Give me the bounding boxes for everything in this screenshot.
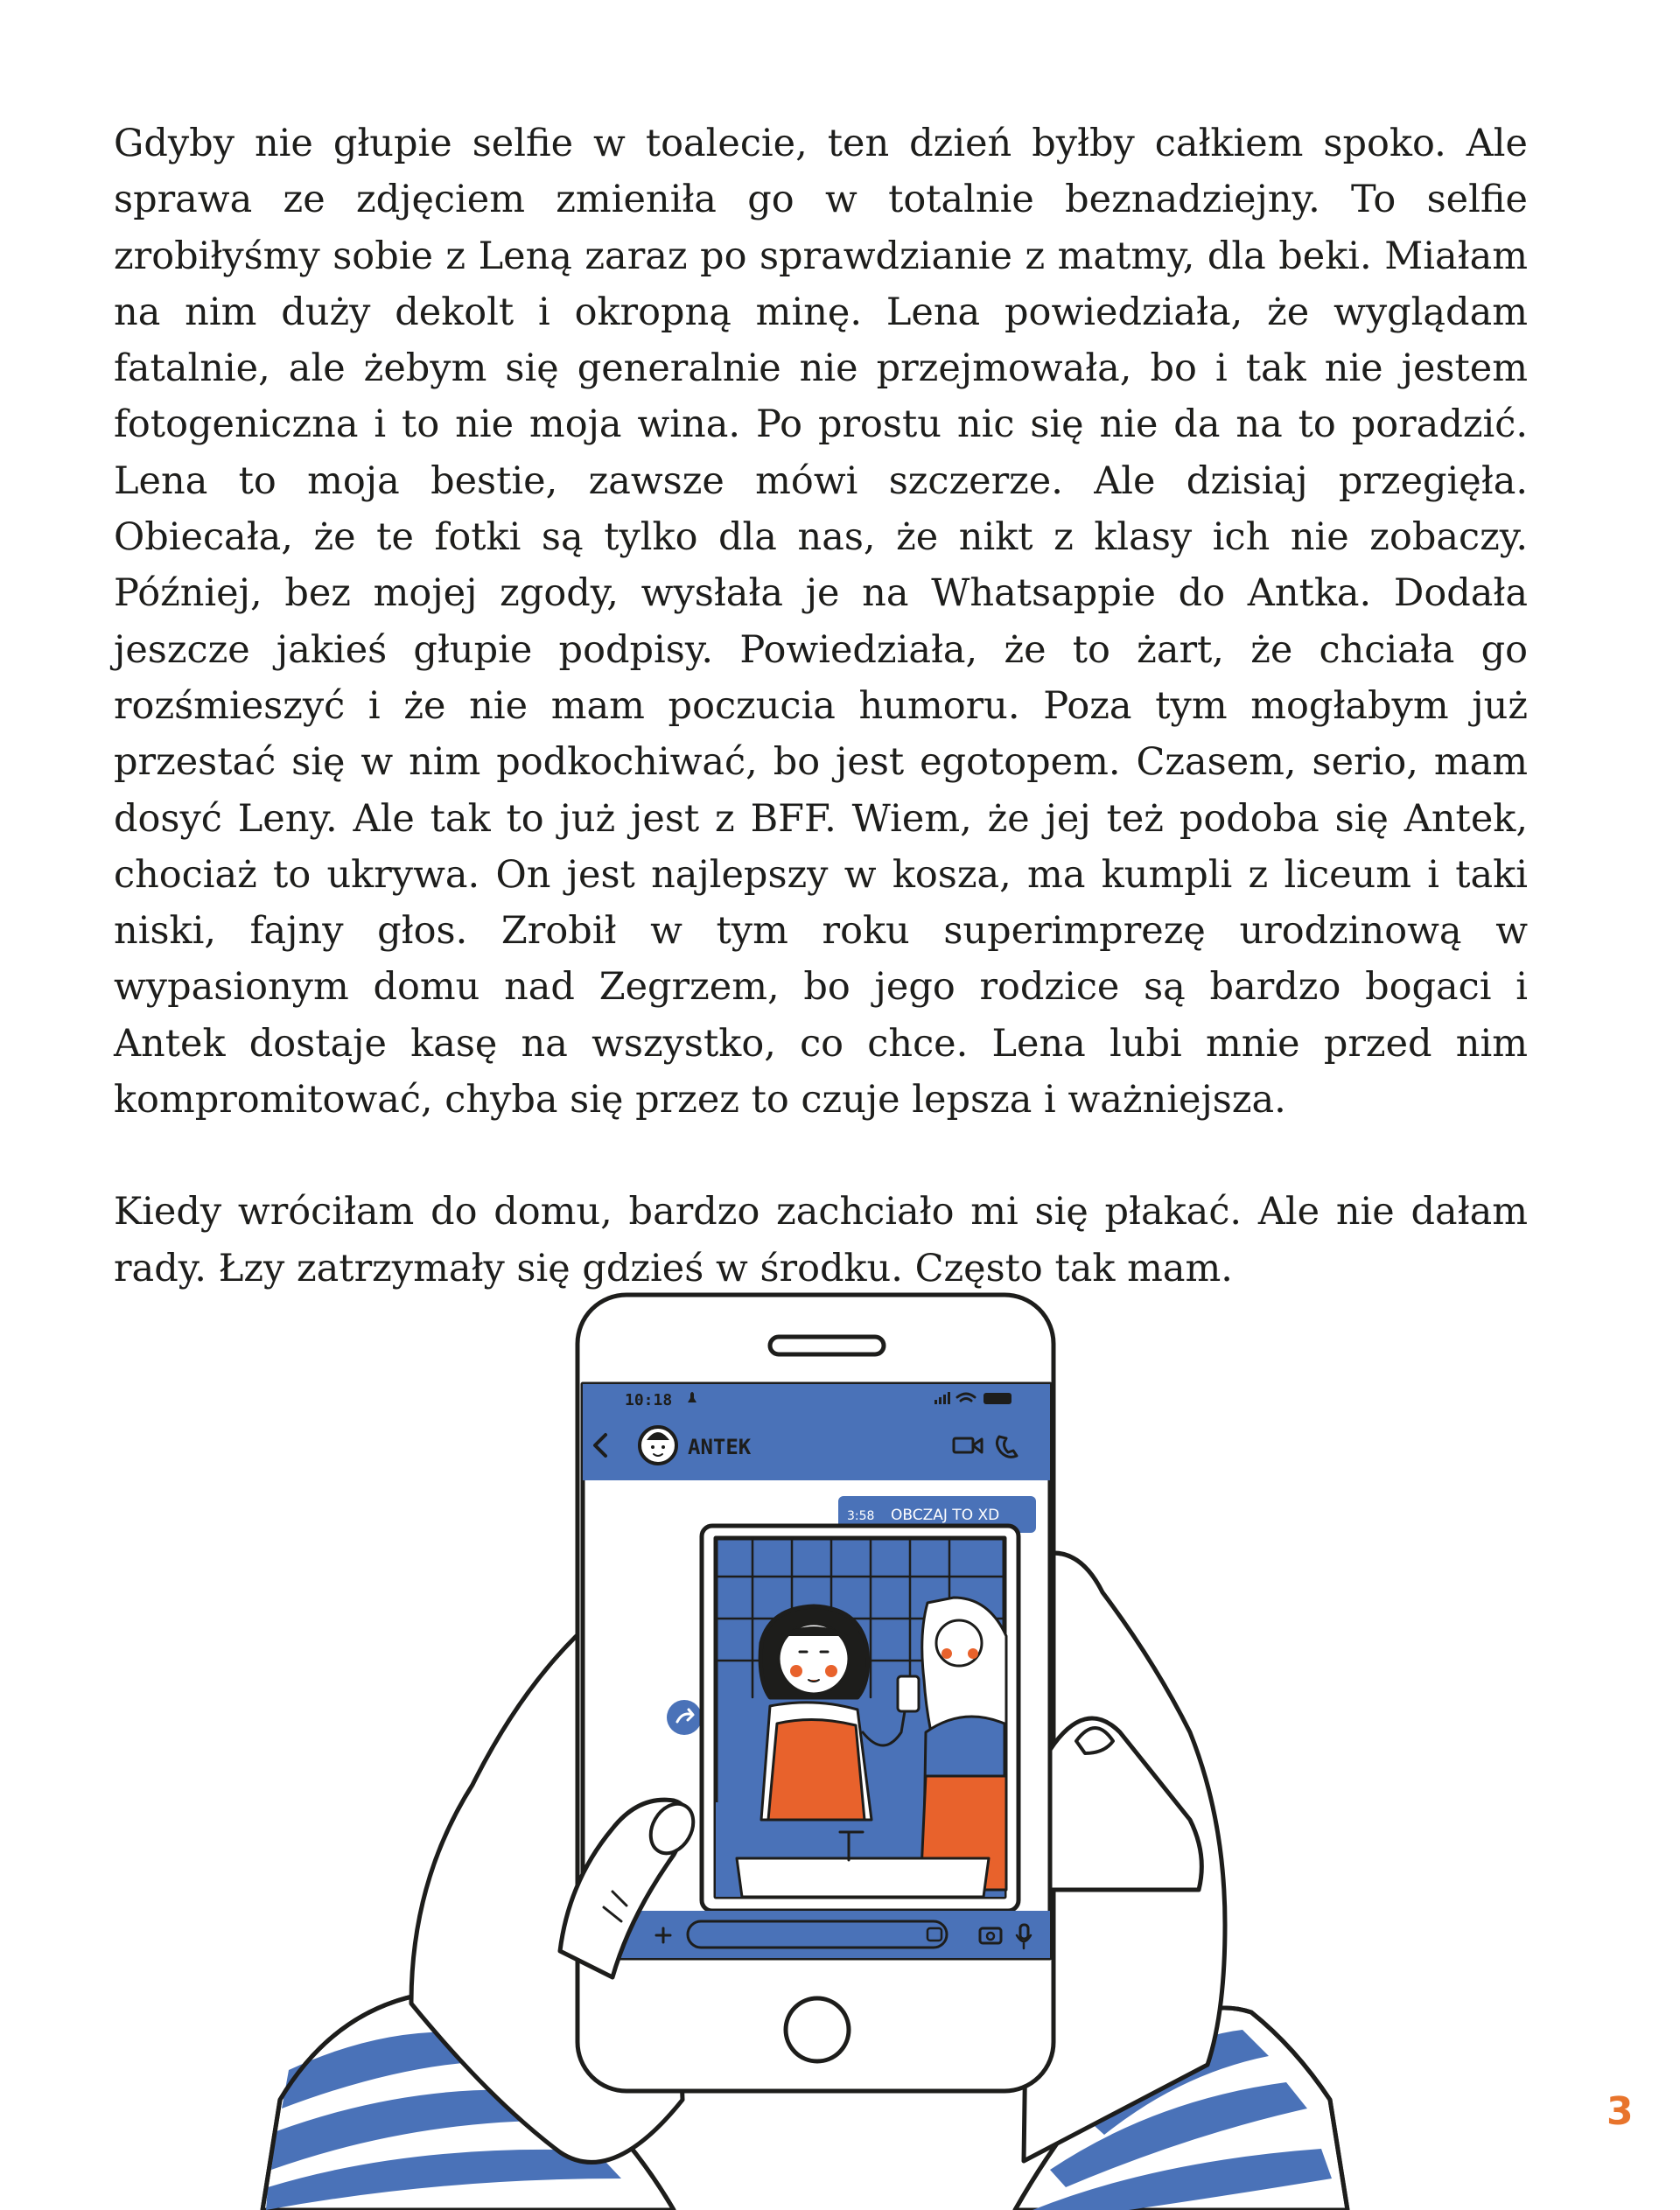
status-time: 10:18 [625,1391,673,1409]
hands-holding-phone-illustration [0,1260,1680,2210]
paragraph-1: Gdyby nie głupie selfie w toalecie, ten dzień byłby całkiem spoko. Ale sprawa ze zdjęciem zmieniła go w totalnie beznadziejny. To selfie zrobiłyśmy sobie z Leną zaraz po sprawdzianie z matmy, dla beki. Miałam na nim duży dekolt i okropną minę. Lena powiedziała, że wyglądam fatalnie, ale żebym się generalnie nie przejmowała, bo i tak nie jestem fotogeniczna i to nie moja wina. Po prostu nic się nie da na to poradzić. Lena to moja bestie, zawsze mówi szczerze. Ale dzisiaj przegięła. Obiecała, że te fotki są tylko dla nas, że nikt z klasy ich nie zobaczy. Później, bez mojej zgody, wysłała je na Whatsappie do Antka. Dodała jeszcze jakieś głupie podpisy. Powiedziała, że to żart, że chciała go rozśmieszyć i że nie mam poczucia humoru. Poza tym mogłabym już przestać się w nim podkochiwać, bo jest egotopem. Czasem, serio, mam dosyć Leny. Ale tak to już jest z BFF. Wiem, że jej też podoba się Antek, chociaż to ukrywa. On jest najlepszy w kosza, ma kumpli z liceum i taki niski, fajny głos. Zrobił w tym roku superimprezę urodzinową w wypasionym domu nad Zegrzem, bo jego rodzice są bardzo bogaci i Antek dostaje kasę na wszystko, co chce. Lena lubi mnie przed nim kompromitować, chyba się przez to czuje lepsza i ważniejsza. [114,122,1528,1122]
message-text: OBCZAJ TO XD [891,1507,1000,1524]
message-time: 3:58 [847,1509,875,1523]
page-number: 3 [1606,2089,1634,2134]
paragraph-2: Kiedy wróciłam do domu, bardzo zachciało mi się płakać. Ale nie dałam rady. Łzy zatrzymały się gdzieś w środku. Często tak mam. [114,1190,1528,1290]
contact-name[interactable]: ANTEK [688,1435,752,1459]
selfie-photo [716,1538,1006,1897]
forward-icon[interactable] [667,1700,702,1735]
battery-icon [984,1393,1012,1404]
story-text [114,115,1528,1297]
message-input[interactable] [688,1921,947,1948]
